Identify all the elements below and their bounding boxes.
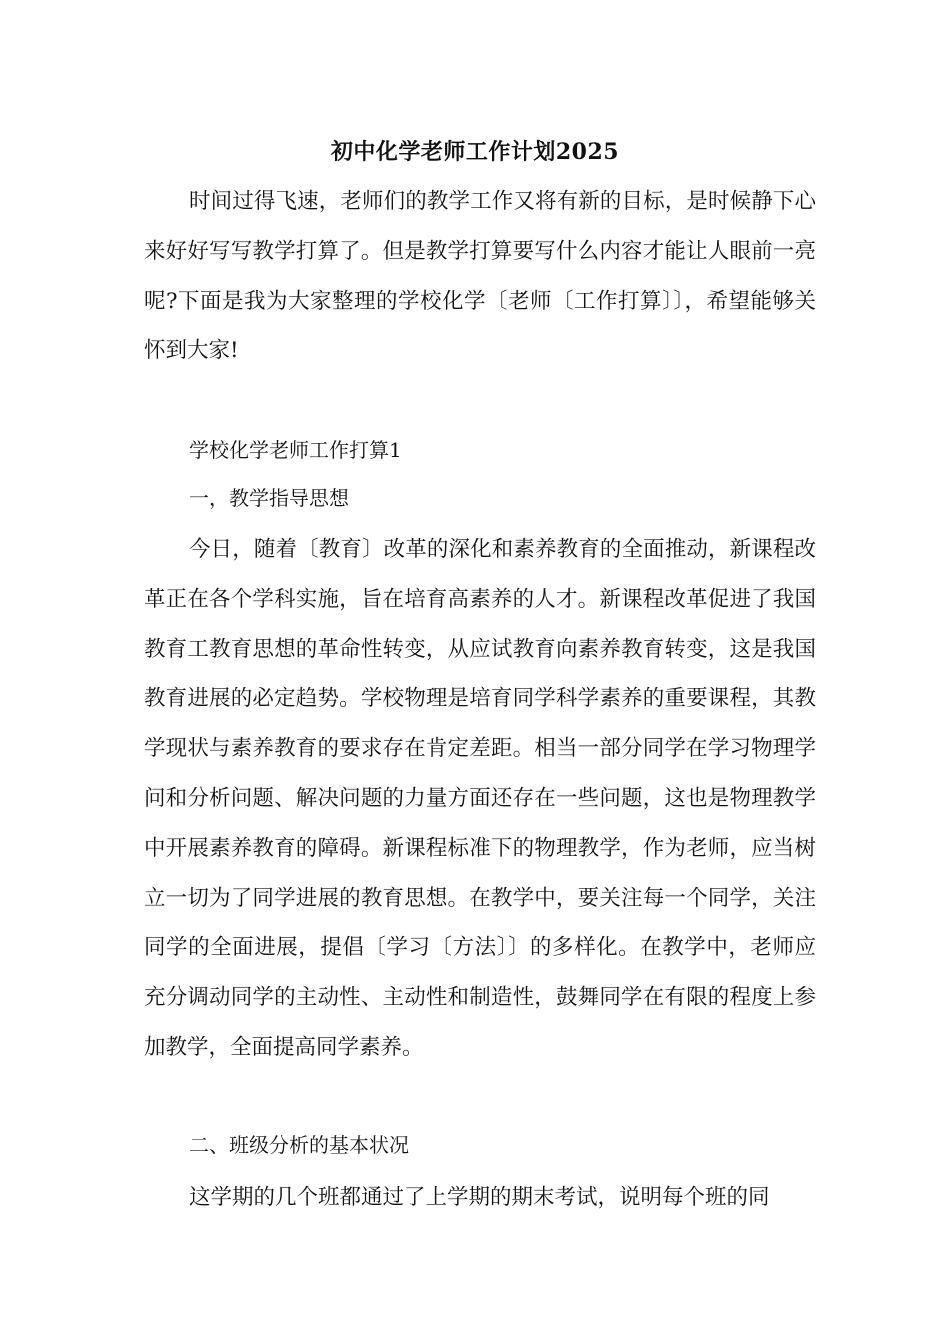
section-body-class-analysis: 这学期的几个班都通过了上学期的期末考试，说明每个班的同: [189, 1185, 770, 1210]
section-heading-guiding-ideology: 一，教学指导思想: [189, 486, 349, 510]
intro-paragraph: 时间过得飞速，老师们的教学工作又将有新的目标，是时候静下心来好好写写教学打算了。但是教学打算要写什么内容才能让人眼前一亮呢?下面是我为大家整理的学校化学〔老师〔工作打算〕〕，希望能够关怀到大家!: [144, 189, 816, 364]
section-heading-class-analysis: 二、班级分析的基本状况: [189, 1133, 409, 1157]
plan-title: 学校化学老师工作打算1: [189, 438, 402, 462]
document-title: 初中化学老师工作计划2025: [330, 139, 620, 165]
section-body-guiding-ideology: 今日，随着〔教育〕改革的深化和素养教育的全面推动，新课程改革正在各个学科实施，旨在培育高素养的人才。新课程改革促进了我国教育工教育思想的革命性转变，从应试教育向素养教育转变，这是我国教育进展的必定趋势。学校物理是培育同学科学素养的重要课程，其教学现状与素养教育的要求存在肯定差距。相当一部分同学在学习物理学问和分析问题、解决问题的力量方面还存在一些问题，这也是物理教学中开展素养教育的障碍。新课程标准下的物理教学，作为老师，应当树立一切为了同学进展的教育思想。在教学中，要关注每一个同学，关注同学的全面进展，提倡〔学习〔方法〕〕的多样化。在教学中，老师应充分调动同学的主动性、主动性和制造性，鼓舞同学在有限的程度上参加教学，全面提高同学素养。: [144, 537, 816, 1060]
